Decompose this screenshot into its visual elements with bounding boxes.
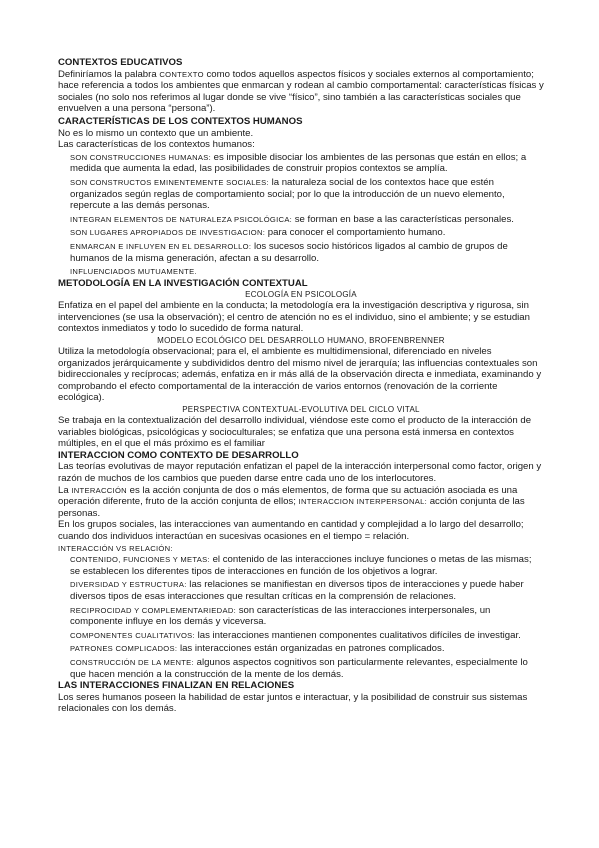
item-text: es imposible disociar los ambientes de las personas que están en ellos; a medida que aumenta la edad, las posibilidades de construir propios contextos se amplía.	[70, 151, 527, 175]
heading-caracteristicas: CARACTERÍSTICAS DE LOS CONTEXTOS HUMANOS	[58, 115, 303, 127]
list-caracteristicas	[58, 152, 544, 278]
list-interaccion-relacion	[58, 554, 544, 680]
item-text: para conocer el comportamiento humano.	[265, 227, 446, 239]
item-text: algunos aspectos cognitivos son particularmente relevantes, especialmente lo que hacen mención a la construcción de la mente de los demás.	[70, 656, 528, 680]
list-item	[70, 643, 544, 655]
term-interaccion: INTERACCIÓN	[71, 485, 127, 495]
list-item	[70, 657, 544, 680]
paragraph-modelo-ecologico: Utiliza la metodología observacional; para el, el ambiente es multidimensional, diferenciado en niveles organizados jerárquicamente y subdivididos dentro del mismo nivel de jerarquía; las influencias contextuales son bidireccionales y recíprocas; además, enfatiza en ir más allá de la observación directa e inmediata, examinando y comprobando el efecto comportamental de la interacción de varios entornos (renovación de la corriente ecológica).	[58, 346, 542, 404]
item-term: DIVERSIDAD Y ESTRUCTURA:	[70, 580, 187, 590]
item-text: son características de las interacciones interpersonales, un componente influye en los demás y viceversa.	[70, 604, 491, 628]
item-term: INTEGRAN ELEMENTOS DE NATURALEZA PSICOLÓGICA:	[70, 214, 293, 224]
heading-metodologia: METODOLOGÍA EN LA INVESTIGACIÓN CONTEXTUAL	[58, 277, 308, 289]
heading-relaciones: LAS INTERACCIONES FINALIZAN EN RELACIONES	[58, 680, 295, 692]
item-term: INFLUENCIADOS MUTUAMENTE.	[70, 267, 197, 277]
list-item	[70, 266, 544, 278]
paragraph-caracteristicas-intro: Las características de los contextos humanos:	[58, 139, 255, 151]
label-interaccion-relacion: INTERACCIÓN VS RELACIÓN:	[58, 543, 173, 553]
paragraph-contexto-ambiente: No es lo mismo un contexto que un ambiente.	[58, 127, 254, 139]
document-page	[58, 57, 544, 715]
text-run: La	[58, 484, 72, 496]
paragraph-teorias: Las teorías evolutivas de mayor reputación enfatizan el papel de la interacción interpersonal como factor, origen y razón de muchos de los cambios que pueden darse entre cada uno de los interlocutores.	[58, 461, 542, 484]
text-run: es la acción conjunta de dos o más elementos, de forma que su actuación asociada es una operación diferente, fruto de la acción conjunta de ellos;	[58, 484, 518, 508]
paragraph-grupos-sociales: En los grupos sociales, las interacciones van aumentando en cantidad y complejidad a lo largo del desarrollo; cuando dos individuos interactúan en sucesivas ocasiones en el tiempo = relación.	[58, 519, 524, 542]
paragraph-interaccion	[58, 485, 544, 520]
item-term: COMPONENTES CUALITATIVOS:	[70, 630, 195, 640]
item-text: la naturaleza social de los contextos hace que estén organizados según reglas de comportamiento social; por lo que la introducción de un nuevo elemento, repercute a las demás personas.	[70, 176, 505, 212]
list-item	[70, 241, 544, 264]
text-run: como todos aquellos aspectos físicos y sociales externos al comportamiento; hace referencia a todos los ambientes que enmarcan y rodean al cambio comportamental: características físicas y sociales (no solo nos referimos al lugar donde se vive “físico”, sino también a las características sociales que envuelven a una persona “persona”).	[58, 68, 544, 115]
item-text: las interacciones están organizadas en patrones complicados.	[177, 643, 445, 655]
paragraph-ecologia: Enfatiza en el papel del ambiente en la conducta; la metodología era la investigación descriptiva y rigurosa, sin intervenciones (se usa la observación); el centro de atención no es el individuo, sino el ambiente; y se estudian contextos inmediatos y todo lo sucedido de forma natural.	[58, 300, 530, 335]
paragraph-definicion-contexto	[58, 69, 544, 115]
term-contexto: CONTEXTO	[159, 69, 204, 79]
subheading-perspectiva: PERSPECTIVA CONTEXTUAL-EVOLUTIVA DEL CICLO VITAL	[182, 405, 420, 415]
list-item	[70, 630, 544, 642]
term-interaccion-interpersonal: INTERACCION INTERPERSONAL:	[298, 497, 428, 507]
subheading-ecologia: ECOLOGÍA EN PSICOLOGÍA	[245, 290, 357, 300]
list-item	[70, 152, 544, 175]
heading-contextos-educativos: CONTEXTOS EDUCATIVOS	[58, 57, 183, 68]
list-item	[70, 227, 544, 239]
item-text: las relaciones se manifiestan en diversos tipos de interacciones y puede haber diversos tipos de esas interacciones que resultan críticas en la comprensión de relaciones.	[70, 579, 524, 602]
item-term: SON CONSTRUCCIONES HUMANAS:	[70, 152, 212, 162]
item-term: CONSTRUCCIÓN DE LA MENTE:	[70, 657, 194, 667]
item-text: el contenido de las interacciones incluye funciones o metas de las mismas; se establecen los diferentes tipos de interacciones en función de los objetivos a lograr.	[70, 554, 532, 577]
item-term: ENMARCAN E INFLUYEN EN EL DESARROLLO:	[70, 241, 252, 251]
list-item	[70, 177, 544, 212]
list-item	[70, 554, 544, 577]
item-term: SON LUGARES APROPIADOS DE INVESTIGACION:	[70, 228, 266, 238]
list-item	[70, 579, 544, 602]
item-text: se forman en base a las características personales.	[292, 213, 514, 225]
subheading-modelo-ecologico: MODELO ECOLÓGICO DEL DESARROLLO HUMANO, BROFENBRENNER	[157, 336, 445, 346]
item-term: CONTENIDO, FUNCIONES Y METAS:	[70, 555, 210, 565]
paragraph-perspectiva: Se trabaja en la contextualización del desarrollo individual, viéndose este como el producto de la interacción de variables biológicas, psicológicas y socioculturales; se enfatiza que una persona está inmersa en contextos múltiples, en el que el más próximo es el familiar	[58, 415, 532, 450]
list-item	[70, 605, 544, 628]
paragraph-relaciones: Los seres humanos poseen la habilidad de estar juntos e interactuar, y la posibilidad de construir sus sistemas relacionales con los demás.	[58, 691, 528, 715]
item-text: las interacciones mantienen componentes cualitativos difíciles de investigar.	[194, 629, 521, 641]
text-run: acción conjunta de las personas.	[58, 496, 525, 519]
text-run: Definiríamos la palabra	[58, 68, 160, 80]
item-text: los sucesos socio históricos ligados al cambio de grupos de humanos de la misma generación, afectan a su desarrollo.	[70, 240, 508, 264]
item-term: SON CONSTRUCTOS EMINENTEMENTE SOCIALES:	[70, 177, 269, 187]
item-term: PATRONES COMPLICADOS:	[70, 644, 178, 654]
item-term: RECIPROCIDAD Y COMPLEMENTARIEDAD:	[70, 605, 237, 615]
list-item	[70, 214, 544, 226]
heading-interaccion: INTERACCION COMO CONTEXTO DE DESARROLLO	[58, 449, 299, 461]
